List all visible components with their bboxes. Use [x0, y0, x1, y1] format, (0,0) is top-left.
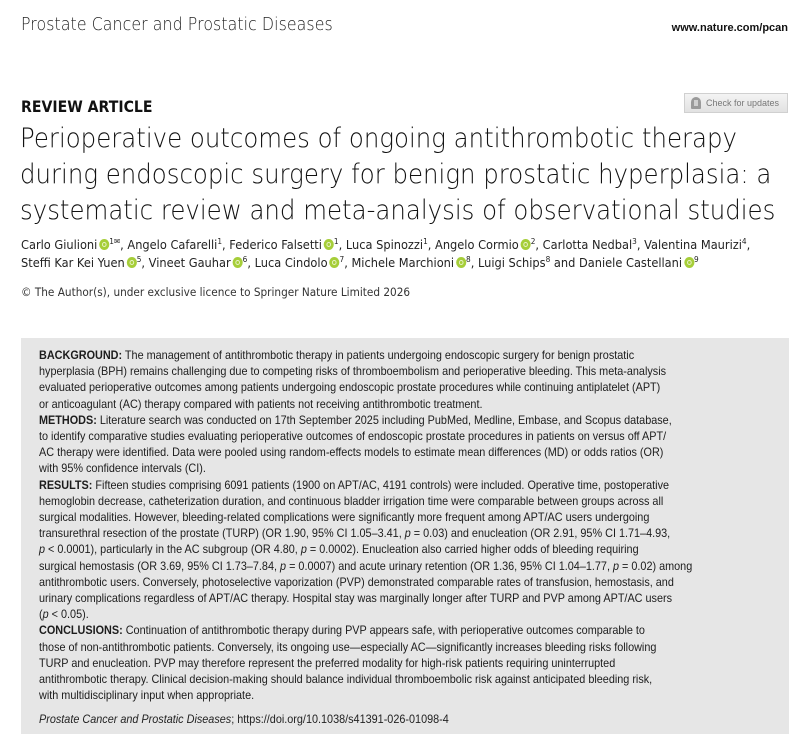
author-name[interactable]: Angelo Cafarelli — [127, 237, 218, 252]
abstract-line: CONCLUSIONS: Continuation of antithrombotic therapy during PVP appears safe, with perioperative outcomes comparable to — [39, 624, 645, 638]
abstract-line: METHODS: Literature search was conducted on 17th September 2025 including PubMed, Medline, Embase, and Scopus database, — [39, 413, 672, 427]
abstract-line: TURP and enucleation. PVP may therefore represent the preferred modality for high-risk patients requiring uninterrupted — [39, 656, 616, 670]
affiliation-marker: 1 — [333, 237, 339, 246]
section-heading: BACKGROUND: — [39, 349, 123, 362]
section-heading: METHODS: — [39, 413, 97, 427]
affiliation-marker: 6 — [242, 255, 248, 264]
author[interactable] — [229, 237, 338, 252]
abstract-line: to identify comparative studies evaluating perioperative outcomes of endoscopic prostate procedures in patients on versus off APT/ — [39, 430, 667, 444]
abstract-line: surgical modalities. However, bleeding-related complications were significantly more frequent among APT/AC users undergoing — [39, 511, 650, 525]
orcid-icon[interactable] — [521, 239, 531, 250]
affiliation-marker: 3 — [632, 237, 637, 246]
author-line: Steffi Kar Kei Yuen $^5$, Vineet Gauhar $^6$, Luca Cindolo $^7$, Michele Marchioni $^8$, Luigi Schips$^8$ and Daniele Castellani $^9$ — [21, 255, 699, 270]
abstract-line: transurethral resection of the prostate (TURP) (OR 1.90, 95% CI 1.05–3.41, p = 0.03) and enucleation (OR 2.91, 95% CI 1.71–4.93, — [39, 527, 671, 541]
author-name[interactable]: Luca Spinozzi — [345, 237, 424, 252]
orcid-icon[interactable] — [324, 239, 334, 250]
citation-separator: ; — [231, 713, 238, 727]
affiliation-marker: 1 — [423, 237, 428, 246]
copyright-notice: © The Author(s), under exclusive licence to Springer Nature Limited 2026 — [21, 286, 411, 299]
author[interactable] — [149, 255, 248, 270]
abstract-line: RESULTS: Fifteen studies comprising 6091 patients (1900 on APT/AC, 4191 controls) were included. Operative time, postoperative — [39, 478, 670, 492]
author[interactable] — [127, 237, 222, 252]
affiliation-marker: 7 — [339, 255, 345, 264]
affiliation-marker: 9 — [694, 255, 699, 264]
author[interactable] — [435, 237, 535, 252]
journal-url-link[interactable]: www.nature.com/pcan — [671, 22, 788, 34]
abstract-line: (p < 0.05). — [39, 608, 89, 622]
author[interactable] — [644, 237, 747, 252]
section-heading: CONCLUSIONS: — [39, 624, 123, 638]
title-line: during endoscopic surgery for benign prostatic hyperplasia: a — [20, 159, 772, 190]
author-name[interactable]: Michele Marchioni — [351, 255, 455, 270]
author[interactable] — [543, 237, 637, 252]
abstract-line: evaluated perioperative outcomes among patients undergoing endoscopic prostate procedures while continuing antiplatelet (APT) — [39, 381, 661, 395]
check-for-updates-label: Check for updates — [706, 98, 780, 108]
author[interactable] — [21, 237, 120, 252]
orcid-icon[interactable] — [456, 257, 466, 268]
affiliation-marker: 8 — [545, 255, 551, 264]
author-line: Carlo Giulioni $^{1✉}$, Angelo Cafarelli$^1$, Federico Falsetti $^1$, Luca Spinozzi$^1$, Angelo Cormio $^2$, Carlotta Nedbal$^3$, Valentina Maurizi$^4$, — [21, 237, 751, 252]
article-type: REVIEW ARTICLE — [21, 97, 153, 116]
title-line: Perioperative outcomes of ongoing antithrombotic therapy — [20, 123, 737, 154]
affiliation-marker: 2 — [530, 237, 536, 246]
abstract-line: antithrombotic therapy. Clinical decision-making should balance individual thromboembolic risk against anticipated bleeding risk, — [39, 673, 653, 687]
abstract-conclusions — [39, 623, 778, 704]
orcid-icon[interactable] — [233, 257, 243, 268]
abstract-box — [21, 338, 789, 734]
author-name[interactable]: Luigi Schips — [477, 255, 546, 270]
abstract-background — [39, 348, 778, 413]
author[interactable] — [478, 255, 550, 270]
affiliation-marker: 1✉ — [109, 237, 121, 246]
author[interactable] — [579, 255, 699, 270]
abstract-line: antithrombotic users. Conversely, photoselective vaporization (PVP) demonstrated comparable rates of transfusion, hemostasis, and — [39, 575, 674, 589]
affiliation-marker: 1 — [217, 237, 223, 246]
abstract-results — [39, 478, 778, 624]
abstract-line: urinary complications regardless of APT/AC therapy. Hospital stay was marginally longer after TURP and PVP among APT/AC users — [39, 592, 673, 606]
abstract-line: those of non-antithrombotic patients. Conversely, its ongoing use—especially AC—significantly increases bleeding risks following — [39, 640, 657, 654]
abstract-line: surgical hemostasis (OR 3.69, 95% CI 1.73–7.84, p = 0.0007) and acute urinary retention (OR 1.36, 95% CI 1.04–1.77, p = 0.02) among — [39, 559, 693, 573]
affiliation-marker: 8 — [466, 255, 471, 264]
bookmark-icon — [691, 97, 701, 109]
author-name[interactable]: Federico Falsetti — [229, 237, 322, 252]
abstract-line: with multidisciplinary input when appropriate. — [39, 689, 255, 703]
author-name[interactable]: Carlotta Nedbal — [542, 237, 633, 252]
affiliation-marker: 5 — [136, 255, 142, 264]
author[interactable] — [255, 255, 345, 270]
abstract-line: or anticoagulant (AC) therapy compared with patients not receiving antithrombotic treatment. — [39, 397, 483, 411]
title-line: systematic review and meta-analysis of observational studies — [20, 195, 776, 226]
orcid-icon[interactable] — [329, 257, 339, 268]
journal-name: Prostate Cancer and Prostatic Diseases — [21, 15, 333, 35]
author-name[interactable]: Vineet Gauhar — [148, 255, 231, 270]
orcid-icon[interactable] — [127, 257, 137, 268]
author-list — [21, 236, 751, 272]
abstract-line: hyperplasia (BPH) remains challenging due to competing risks of thromboembolism and perioperative bleeding. This meta-analysis — [39, 365, 667, 379]
abstract-line: AC therapy were identified. Data were pooled using random-effects models to estimate mean differences (MD) or odds ratios (OR) — [39, 446, 664, 460]
abstract-line: with 95% confidence intervals (CI). — [39, 462, 206, 476]
citation-journal: Prostate Cancer and Prostatic Diseases — [39, 713, 232, 727]
author-name[interactable]: Luca Cindolo — [254, 255, 328, 270]
section-heading: RESULTS: — [39, 478, 93, 492]
author[interactable] — [351, 255, 470, 270]
author[interactable] — [21, 255, 141, 270]
author-name[interactable]: Valentina Maurizi — [644, 237, 742, 252]
orcid-icon[interactable] — [99, 239, 109, 250]
author-name[interactable]: Angelo Cormio — [435, 237, 519, 252]
abstract-line: p < 0.0001), particularly in the AC subgroup (OR 4.80, p = 0.0002). Enucleation also carried higher odds of bleeding requiring — [39, 543, 639, 557]
author-name[interactable]: Carlo Giulioni — [21, 237, 98, 252]
affiliation-marker: 4 — [741, 237, 747, 246]
orcid-icon[interactable] — [684, 257, 694, 268]
doi-link[interactable]: https://doi.org/10.1038/s41391-026-01098-4 — [237, 713, 449, 727]
author[interactable] — [346, 237, 428, 252]
check-for-updates-button[interactable] — [684, 93, 788, 113]
abstract-line: hemoglobin decrease, catheterization duration, and continuous bladder irrigation time were comparable between groups across all — [39, 494, 664, 508]
abstract-methods — [39, 413, 778, 478]
citation — [39, 712, 778, 728]
article-title — [20, 121, 776, 229]
author-name[interactable]: Daniele Castellani — [579, 255, 683, 270]
abstract-line: BACKGROUND: The management of antithrombotic therapy in patients undergoing endoscopic surgery for benign prostatic — [39, 349, 635, 362]
author-name[interactable]: Steffi Kar Kei Yuen — [21, 255, 125, 270]
